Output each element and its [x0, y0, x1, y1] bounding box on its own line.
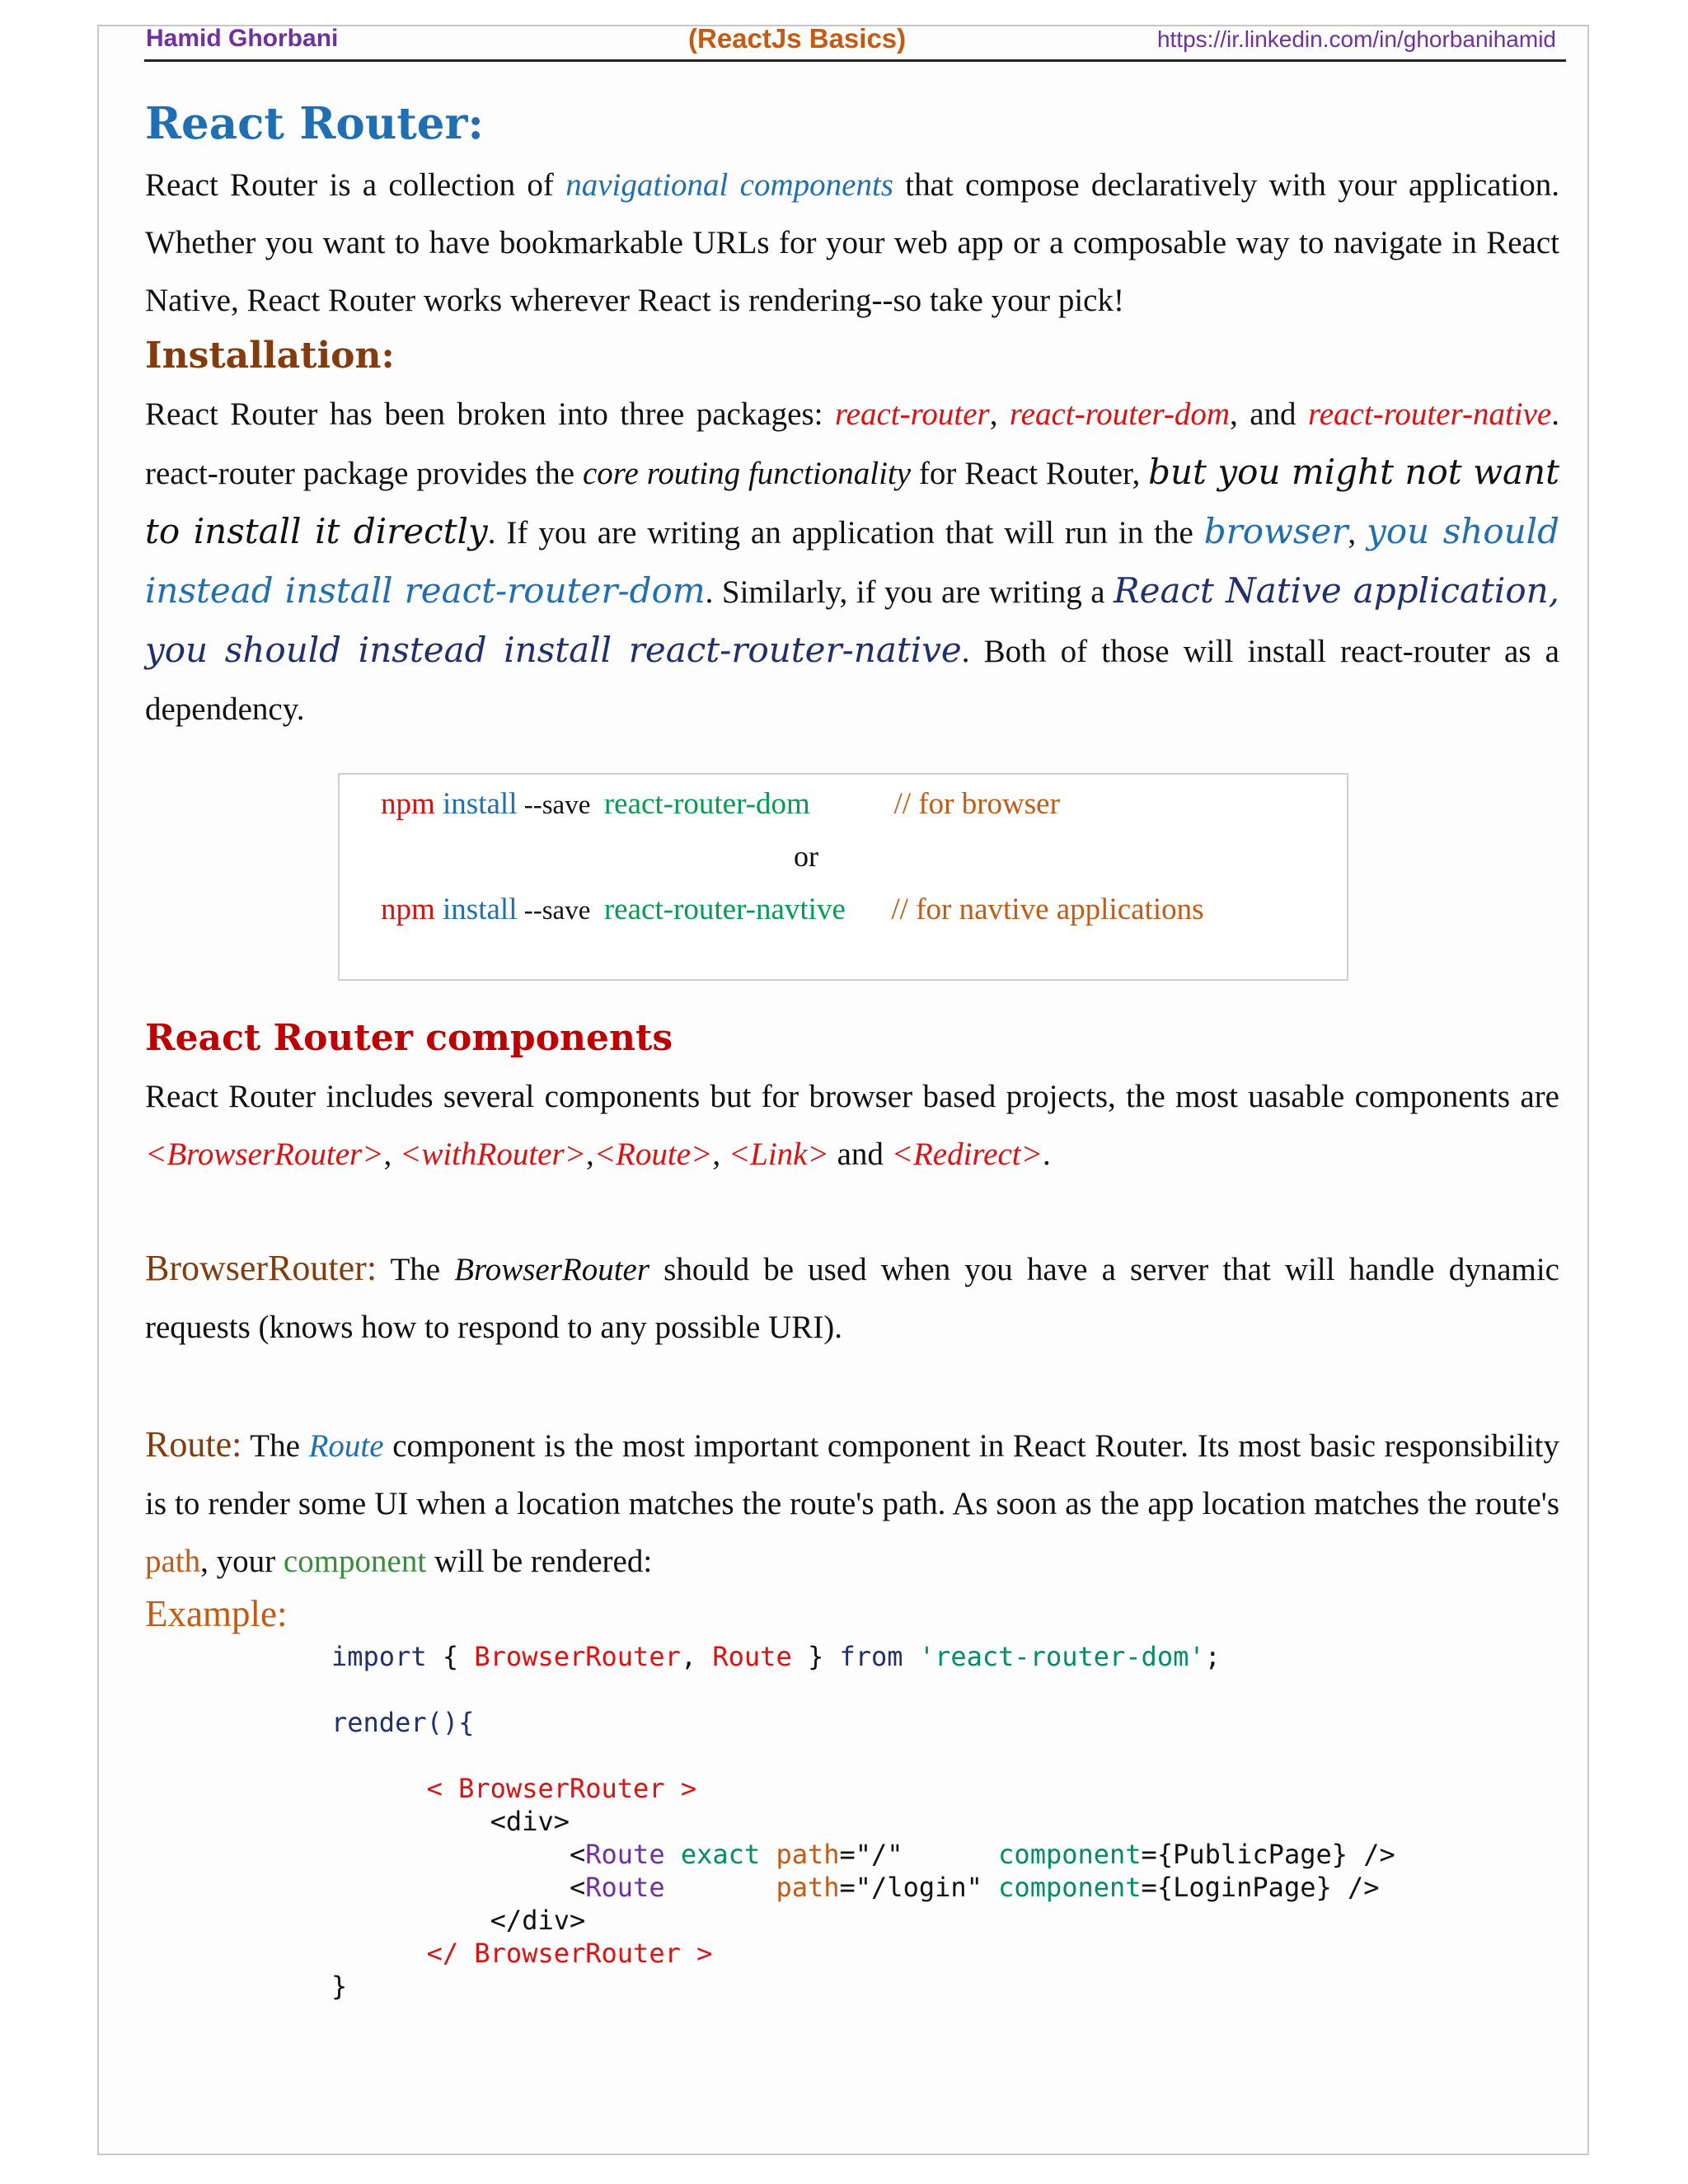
pkg-react-router-dom: react-router-dom [1009, 396, 1231, 432]
browser-router-paragraph: BrowserRouter: The BrowserRouter should be used when you have a server that will handle dynamic requests (knows how to respond to any possible URI). [145, 1248, 1559, 1345]
pkg-react-router: react-router [834, 396, 990, 432]
route-label: Route: [145, 1424, 242, 1465]
navigational-components-link: navigational components [565, 167, 893, 203]
install-command-native: npm install --save react-router-navtive // for navtive applications [381, 893, 1204, 926]
header-author: Hamid Ghorbani [146, 25, 339, 52]
install-command-dom: npm install --save react-router-dom // for browser [381, 787, 1060, 821]
pkg-react-router-native: react-router-native [1308, 396, 1552, 432]
example-code-block: import { BrowserRouter, Route } from 'react-router-dom'; render(){ < BrowserRouter > <div> <Route exact path="/" component={PublicPage} /> <Route path="/login" component={LoginPage} /> </div> </ BrowserRouter > } [331, 1641, 1395, 2002]
header-topic: (ReactJs Basics) [688, 23, 907, 54]
example-label: Example: [145, 1593, 288, 1634]
install-command-box [338, 773, 1348, 981]
components-paragraph: React Router includes several components but for browser based projects, the most uasable components are <BrowserRouter>, <withRouter>,<Route>, <Link> and <Redirect>. [145, 1079, 1559, 1172]
page-title: React Router: [145, 98, 484, 149]
components-heading: React Router components [145, 1017, 673, 1059]
installation-paragraph: React Router has been broken into three packages: react-router, react-router-dom, and react-router-native. react-router package provides the core routing functionality for React Router, but you might not want to install it directly. If you are writing an application that will run in the browser, you should instead install react-router-dom. Similarly, if you are writing a React Native application, you should instead install react-router-native. Both of those will install react-router as a dependency. [145, 396, 1560, 727]
page-header [144, 23, 1566, 62]
intro-paragraph: React Router is a collection of navigational components that compose declaratively with your application. Whether you want to have bookmarkable URLs for your web app or a composable way to navigate in React Native, React Router works wherever React is rendering--so take your pick! [145, 167, 1559, 318]
install-or-label: or [794, 840, 818, 873]
browser-router-label: BrowserRouter: [145, 1248, 377, 1288]
route-paragraph: Route: The Route component is the most important component in React Router. Its most basic responsibility is to render some UI when a location matches the route's path. As soon as the app location matches the route's path, your component will be rendered: [145, 1424, 1559, 1579]
document-content [145, 92, 1559, 2003]
installation-heading: Installation: [145, 335, 395, 377]
header-url[interactable]: https://ir.linkedin.com/in/ghorbanihamid [1156, 26, 1556, 52]
